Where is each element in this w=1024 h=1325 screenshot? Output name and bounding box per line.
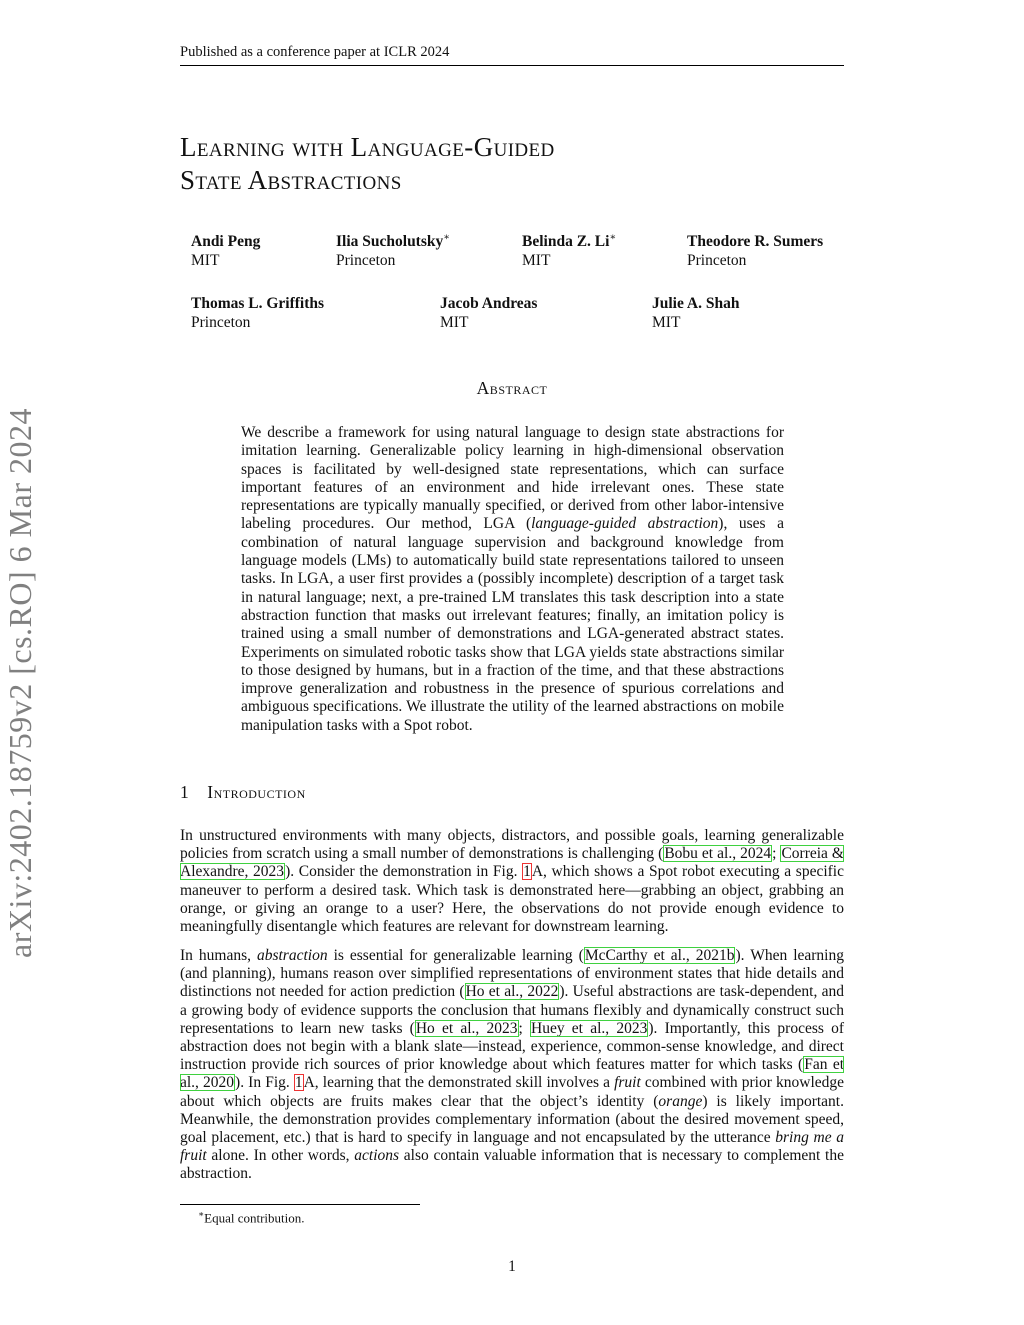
section-title: Introduction [207,782,306,802]
section-number: 1 [180,782,190,802]
author-name: Ilia Sucholutsky∗ [336,232,451,251]
footnote-rule [180,1204,420,1205]
page-number: 1 [508,1258,516,1275]
section-heading [180,782,844,803]
author-affiliation: MIT [522,252,551,270]
author-name: Theodore R. Sumers [687,233,824,251]
citation-link[interactable]: Ho et al., 2023 [415,1019,518,1037]
author-block [522,228,616,270]
author-affiliation: Princeton [336,252,396,270]
figure-ref-link[interactable]: 1 [294,1074,303,1092]
figure-ref-link[interactable]: 1 [523,863,531,881]
citation-link[interactable]: McCarthy et al., 2021b [584,947,735,964]
author-name: Jacob Andreas [440,295,538,312]
citation-link[interactable]: Fan et al., 2020 [180,1056,845,1092]
author-affiliation: MIT [652,314,681,331]
author-block [652,294,739,332]
author-affiliation: MIT [440,314,469,331]
paper-title [180,131,844,197]
abstract-heading: Abstract [476,378,548,398]
author-block [191,294,324,332]
intro-paragraph-2: In humans, abstraction is essential for generalizable learning (McCarthy et al., 2021b). When learning (and planning), humans reason over simplified representations of environment states that hide details and distinctions not needed for action prediction (Ho et al., 2022). Useful abstractions are task-dependent, and a growing body of evidence supports the conclusion that humans flexibly and dynamically construct such representations to learn new tasks (Ho et al., 2023; Huey et al., 2023). Importantly, this process of abstraction does not begin with a blank slate—instead, experience, common-sense knowledge, and direct instruction provide rich sources of prior knowledge about which features matter for which tasks (Fan et al., 2020). In Fig. 1A, learning that the demonstrated skill involves a fruit combined with prior knowledge about which objects are fruits makes clear that the object’s identity (orange) is likely important. Meanwhile, the demonstration provides complementary information (about the desired movement speed, goal placement, etc.) that is hard to specify in language and not encapsulated by the utterance bring me a fruit alone. In other words, actions also contain valuable information that is necessary to complement the abstraction. [180,947,845,1183]
title-line-1: Learning with Language-Guided [180,132,555,162]
intro-paragraph-1: In unstructured environments with many objects, distractors, and possible goals, learning generalizable policies from scratch using a small number of demonstrations is challenging (Bobu et al., 2024; Correia & Alexandre, 2023). Consider the demonstration in Fig. 1A, which shows a Spot robot executing a specific maneuver to perform a desired task. Which task is demonstrated here—grabbing an object, grabbing an orange, or giving an orange to a user? Here, the observations do not provide enough evidence to meaningfully disentangle which features are relevant for downstream learning. [180,827,844,936]
author-block [687,228,823,270]
citation-link[interactable]: Bobu et al., 2024 [664,845,772,863]
arxiv-identifier: arXiv:2402.18759v2 [cs.RO] 6 Mar 2024 [2,408,38,958]
author-name: Julie A. Shah [652,295,740,312]
author-affiliation: Princeton [687,252,747,270]
author-name: Thomas L. Griffiths [191,295,325,312]
author-block [336,228,450,270]
citation-link[interactable]: Correia & Alexandre, 2023 [180,845,844,881]
abstract-text: We describe a framework for using natural language to design state abstractions for imitation learning. Generalizable policy learning in high-dimensional observation spaces is facilitated by well-designed state representations, which can surface important features of an environment and hide irrelevant ones. These state representations are typically manually specified, or derived from other labor-intensive labeling procedures. Our method, LGA (language-guided abstraction), uses a combination of natural language supervision and background knowledge from language models (LMs) to automatically build state representations tailored to unseen tasks. In LGA, a user first provides a (possibly incomplete) description of a target task in natural language; next, a pre-trained LM translates this task description into a state abstraction function that masks out irrelevant features; finally, an imitation policy is trained using a small number of demonstrations and LGA-generated abstract states. Experiments on simulated robotic tasks show that LGA yields state abstractions similar to those designed by humans, but in a fraction of the time, and that these abstractions improve generalization and robustness in the presence of spurious correlations and ambiguous specifications. We illustrate the utility of the learned abstractions on mobile manipulation tasks with a Spot robot. [241,424,784,734]
citation-link[interactable]: Ho et al., 2022 [465,983,559,1001]
abstract-emphasis: language-guided abstraction [531,515,719,533]
author-block [440,294,537,332]
author-affiliation: Princeton [191,314,251,331]
citation-link[interactable]: Huey et al., 2023 [531,1019,648,1037]
author-name: Belinda Z. Li∗ [522,232,617,251]
author-block [191,228,260,270]
author-affiliation: MIT [191,252,220,270]
title-line-2: State Abstractions [180,165,402,195]
running-header: Published as a conference paper at ICLR 2024 [180,44,844,66]
author-name: Andi Peng [191,233,261,251]
footnote: ∗Equal contribution. [198,1209,305,1226]
